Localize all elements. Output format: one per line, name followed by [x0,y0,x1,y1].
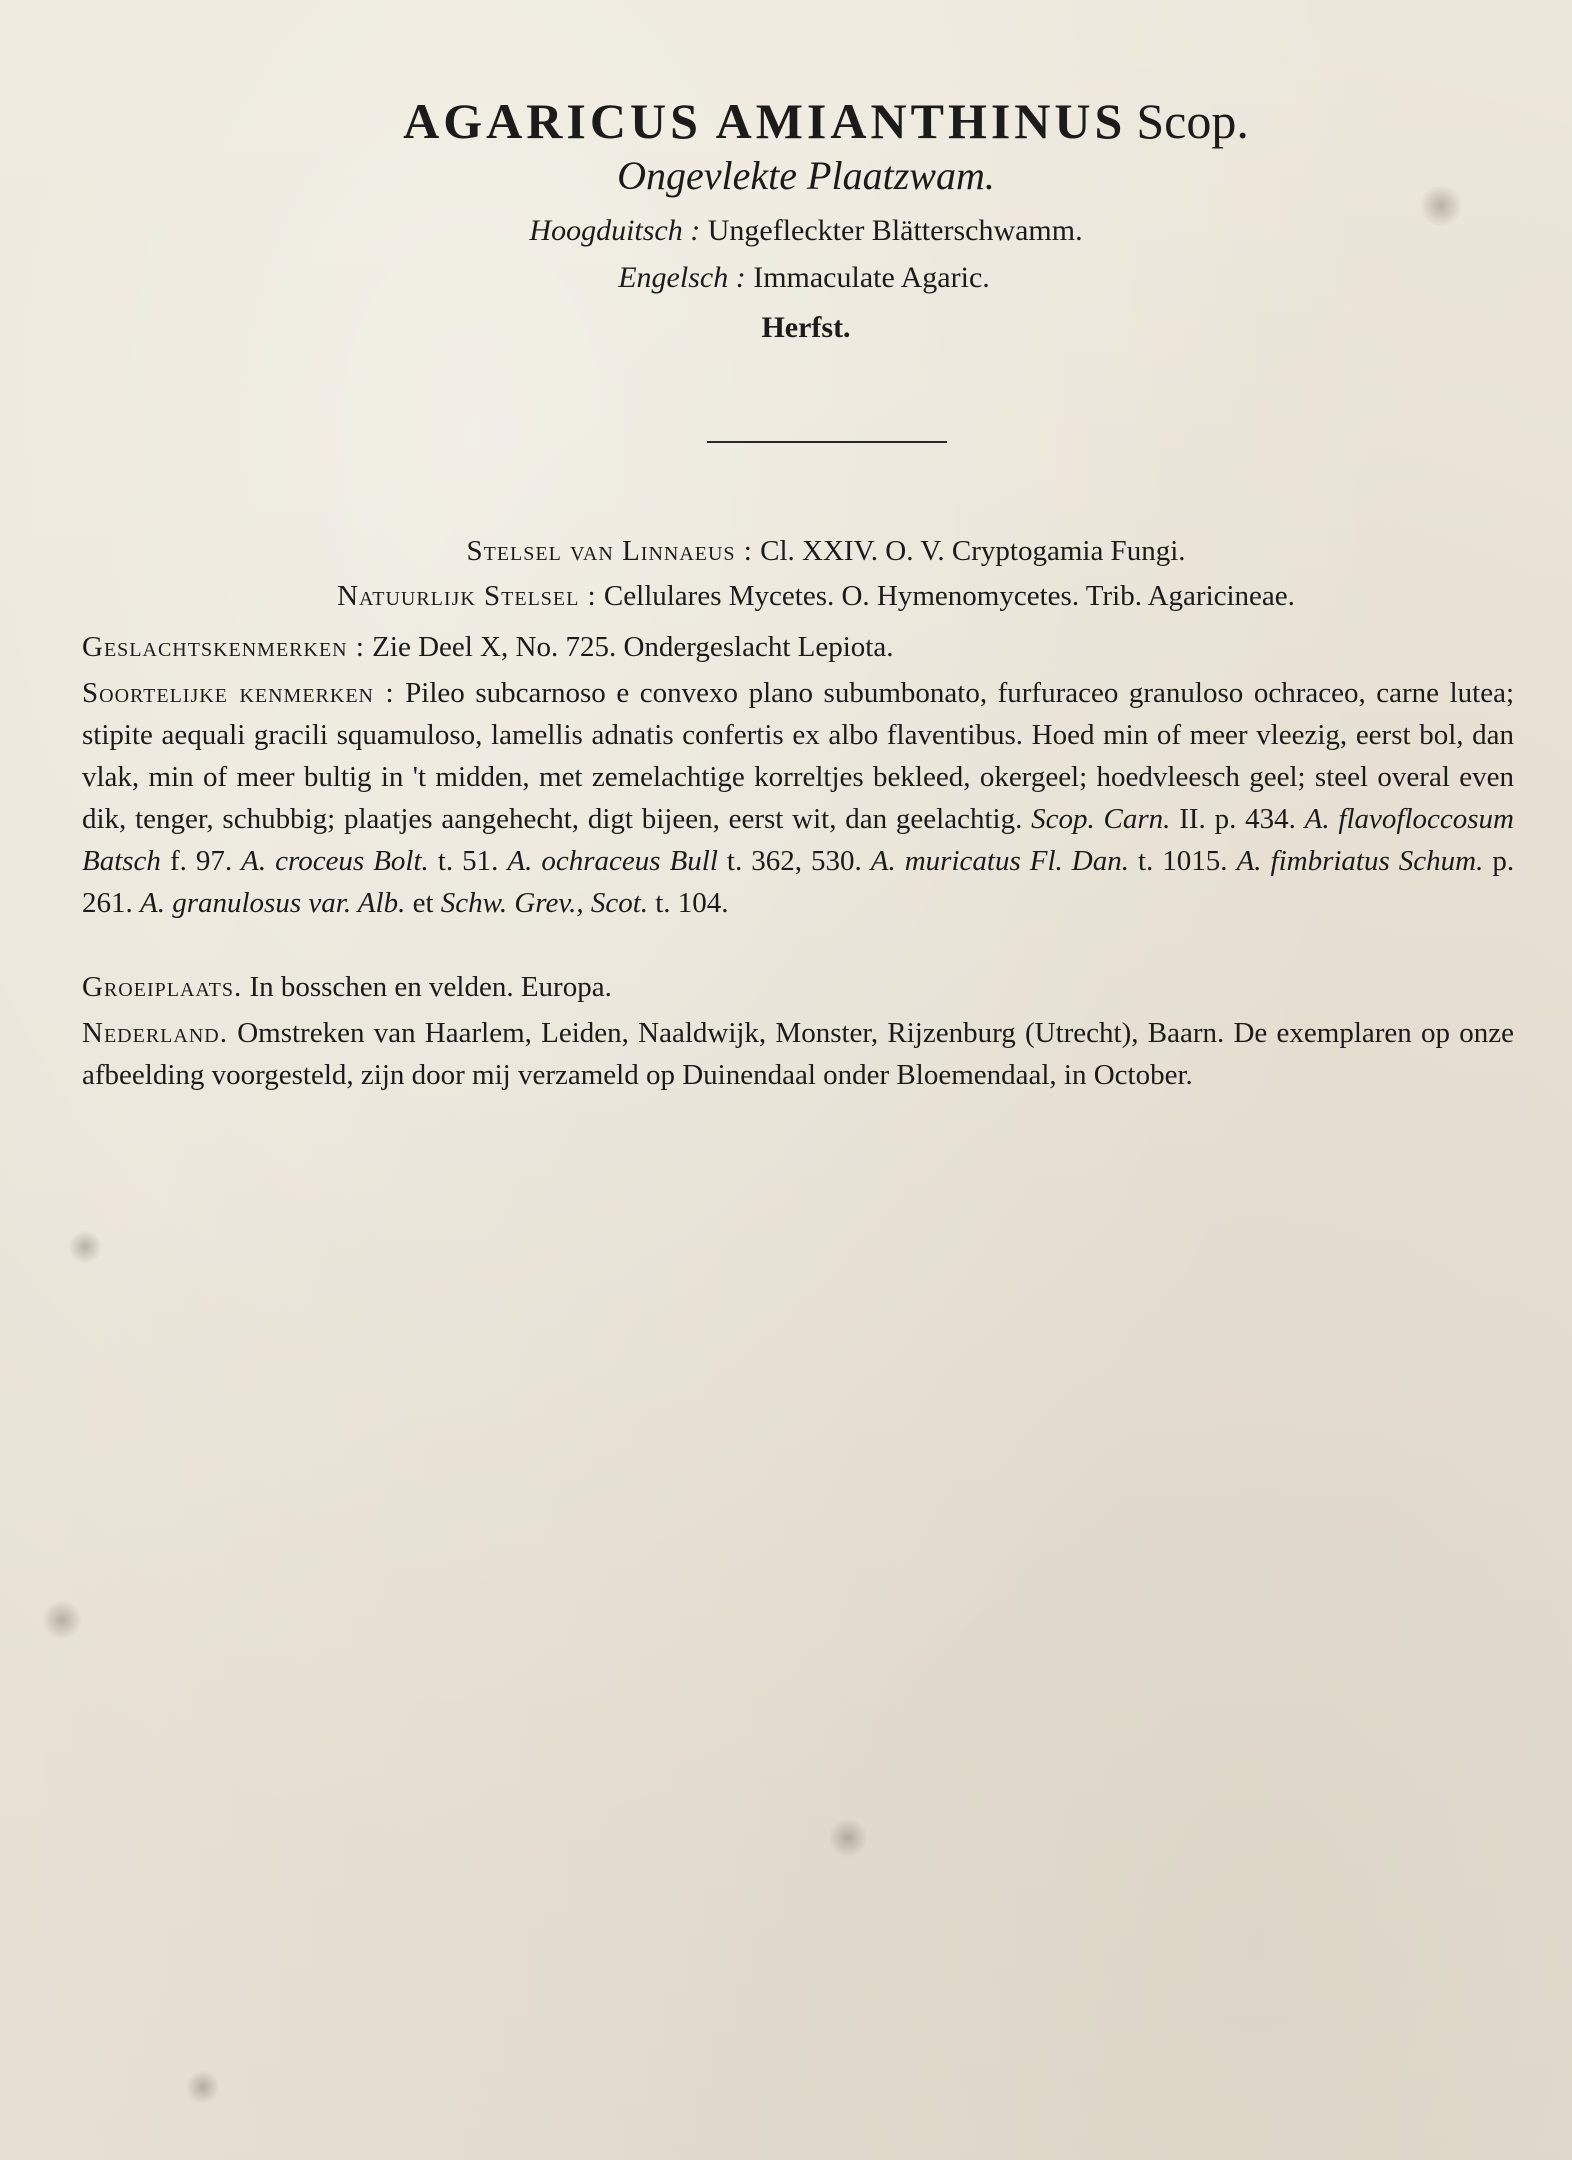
linnaeus-line [40,535,1572,568]
linnaeus-text: Cl. XXIV. O. V. Cryptogamia Fungi. [760,535,1186,567]
genus-label: Geslachtskenmerken : [82,631,365,663]
reference-conjunction: et [412,887,434,919]
english-label: Engelsch : [618,261,746,294]
season: Herfst. [761,311,851,344]
reference-name: A. muricatus Fl. Dan. [870,845,1129,877]
habitat [82,966,1514,1008]
paper-stain [68,1230,102,1264]
reference-name: Schw. Grev., Scot. [440,887,648,919]
natural-system-line [30,580,1572,613]
netherlands-locations [82,1012,1514,1096]
netherlands-label: Nederland. [82,1017,228,1049]
paper-stain [42,1600,82,1640]
reference-location: t. 51. [437,845,499,877]
german-name-line [20,214,1572,248]
species-title [40,92,1572,150]
reference-location: f. 97. [169,845,233,877]
reference-name: A. fimbriatus Schum. [1236,845,1484,877]
divider-rule [707,441,947,443]
reference-author: Scop. Carn. [1031,803,1171,835]
paper-stain [186,2070,220,2104]
linnaeus-label: Stelsel van Linnaeus : [466,535,753,567]
genus-characteristics [82,626,1514,668]
reference-location: II. p. 434. [1179,803,1296,835]
english-name: Immaculate Agaric. [753,261,990,294]
reference-location: p. 261. [82,845,1515,919]
reference-location: t. 104. [655,887,729,919]
habitat-label: Groeiplaats. [82,971,243,1003]
reference-location: t. 362, 530. [726,845,862,877]
english-name-line [18,261,1572,295]
paper-stain [828,1818,868,1858]
species-label: Soortelijke kenmerken : [82,677,395,709]
reference-name: A. flavofloccosum Batsch [82,803,1514,877]
natural-system-text: Cellulares Mycetes. O. Hymenomycetes. Trib. Agaricineae. [603,580,1295,612]
reference-name: A. ochraceus Bull [507,845,718,877]
dutch-common-name: Ongevlekte Plaatzwam. [617,153,995,198]
netherlands-text: Omstreken van Haarlem, Leiden, Naaldwijk, Monster, Rijzenburg (Utrecht), Baarn. De exemplaren op onze afbeelding voorgesteld, zijn door mij verzameld op Duinendaal onder Bloemendaal, in October. [82,1017,1515,1091]
genus-text: Zie Deel X, No. 725. Ondergeslacht Lepiota. [372,631,894,663]
german-name: Ungefleckter Blätterschwamm. [707,214,1083,247]
reference-location: t. 1015. [1137,845,1228,877]
natural-system-label: Natuurlijk Stelsel : [337,580,597,612]
species-name: AGARICUS AMIANTHINUS [403,93,1127,149]
species-latin-description: Pileo subcarnoso e convexo plano subumbonato, furfuraceo granuloso ochraceo, carne lutea; stipite aequali gracili squamuloso, lamellis adnatis confertis ex albo flaventibus. [82,677,1514,751]
species-author: Scop. [1136,93,1249,149]
reference-name: A. croceus Bolt. [241,845,429,877]
species-dutch-description: Hoed min of meer vleezig, eerst bol, dan vlak, min of meer bultig in 't midden, met zemelachtige korreltjes bekleed, okergeel; hoedvleesch geel; steel overal even dik, tenger, schubbig; plaatjes aangehecht, digt bijeen, eerst wit, dan geelachtig. [82,719,1514,835]
habitat-text: In bosschen en velden. Europa. [249,971,612,1003]
species-characteristics [82,672,1514,924]
reference-name: A. granulosus var. Alb. [140,887,406,919]
german-label: Hoogduitsch : [529,214,701,247]
